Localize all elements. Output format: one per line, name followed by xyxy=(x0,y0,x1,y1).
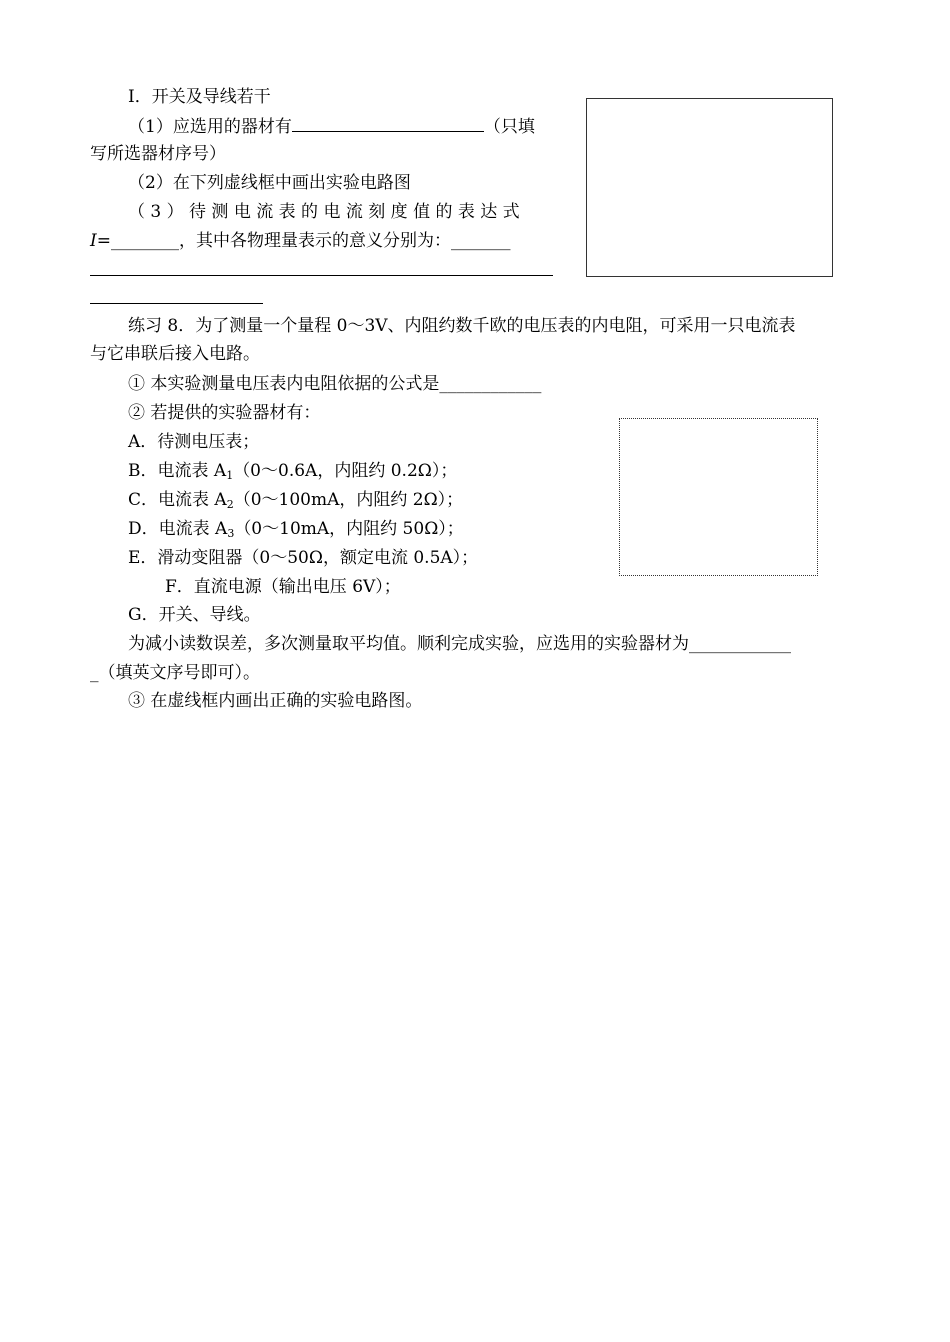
item-F: F．直流电源（输出电压 6V）； xyxy=(165,577,401,597)
item-B-subscript: 1 xyxy=(226,469,234,482)
circuit-box-1[interactable] xyxy=(586,98,833,277)
question-3: （ 3 ） 待 测 电 流 表 的 电 流 刻 度 值 的 表 达 式 xyxy=(128,202,520,222)
item-C-subscript: 2 xyxy=(226,498,234,511)
item-E: E．滑动变阻器（0～50Ω，额定电流 0.5A）； xyxy=(128,548,479,568)
item-I: I．开关及导线若干 xyxy=(128,87,271,107)
ex8-question-2: ② 若提供的实验器材有： xyxy=(128,403,321,423)
ex8-question-1: ① 本实验测量电压表内电阻依据的公式是____________ xyxy=(128,374,542,394)
item-B xyxy=(128,460,457,482)
exercise-8-intro-line2: 与它串联后接入电路。 xyxy=(90,344,260,364)
question-2: （2）在下列虚线框中画出实验电路图 xyxy=(128,173,411,193)
item-B-label: B．电流表 A xyxy=(128,461,227,481)
item-B-spec: （0～0.6A，内阻约 0.2Ω）； xyxy=(233,461,458,481)
ex8-question-3: ③ 在虚线框内画出正确的实验电路图。 xyxy=(128,691,423,711)
selection-question: 为减小读数误差，多次测量取平均值。顺利完成实验，应选用的实验器材为____________ xyxy=(128,634,791,654)
item-C-spec: （0～100mA，内阻约 2Ω）； xyxy=(233,490,464,510)
answer-blank-1[interactable] xyxy=(292,115,484,132)
answer-line-1[interactable] xyxy=(90,275,553,276)
item-G: G．开关、导线。 xyxy=(128,605,261,625)
exercise-8-intro: 练习 8．为了测量一个量程 0～3V、内阻约数千欧的电压表的内电阻，可采用一只电流表 xyxy=(128,316,796,336)
item-D-subscript: 3 xyxy=(227,527,235,540)
item-D-spec: （0～10mA，内阻约 50Ω）； xyxy=(234,519,464,539)
item-D xyxy=(128,518,464,540)
selection-question-line2: _（填英文序号即可）。 xyxy=(90,663,260,683)
question-3-line2 xyxy=(90,230,510,252)
item-C-label: C．电流表 A xyxy=(128,490,227,510)
question-1 xyxy=(128,115,535,138)
item-A: A．待测电压表； xyxy=(128,432,260,452)
question-1-prefix: （1）应选用的器材有 xyxy=(128,117,292,137)
question-1-suffix: （只填 xyxy=(483,117,535,137)
item-D-label: D．电流表 A xyxy=(128,519,228,539)
question-3-expression: =________，其中各物理量表示的意义分别为：_______ xyxy=(96,231,511,251)
item-C xyxy=(128,489,463,511)
question-1-line2: 写所选器材序号） xyxy=(90,144,226,164)
answer-line-2[interactable] xyxy=(90,303,263,304)
circuit-box-2[interactable] xyxy=(619,418,818,576)
symbol-I: I xyxy=(90,231,97,251)
